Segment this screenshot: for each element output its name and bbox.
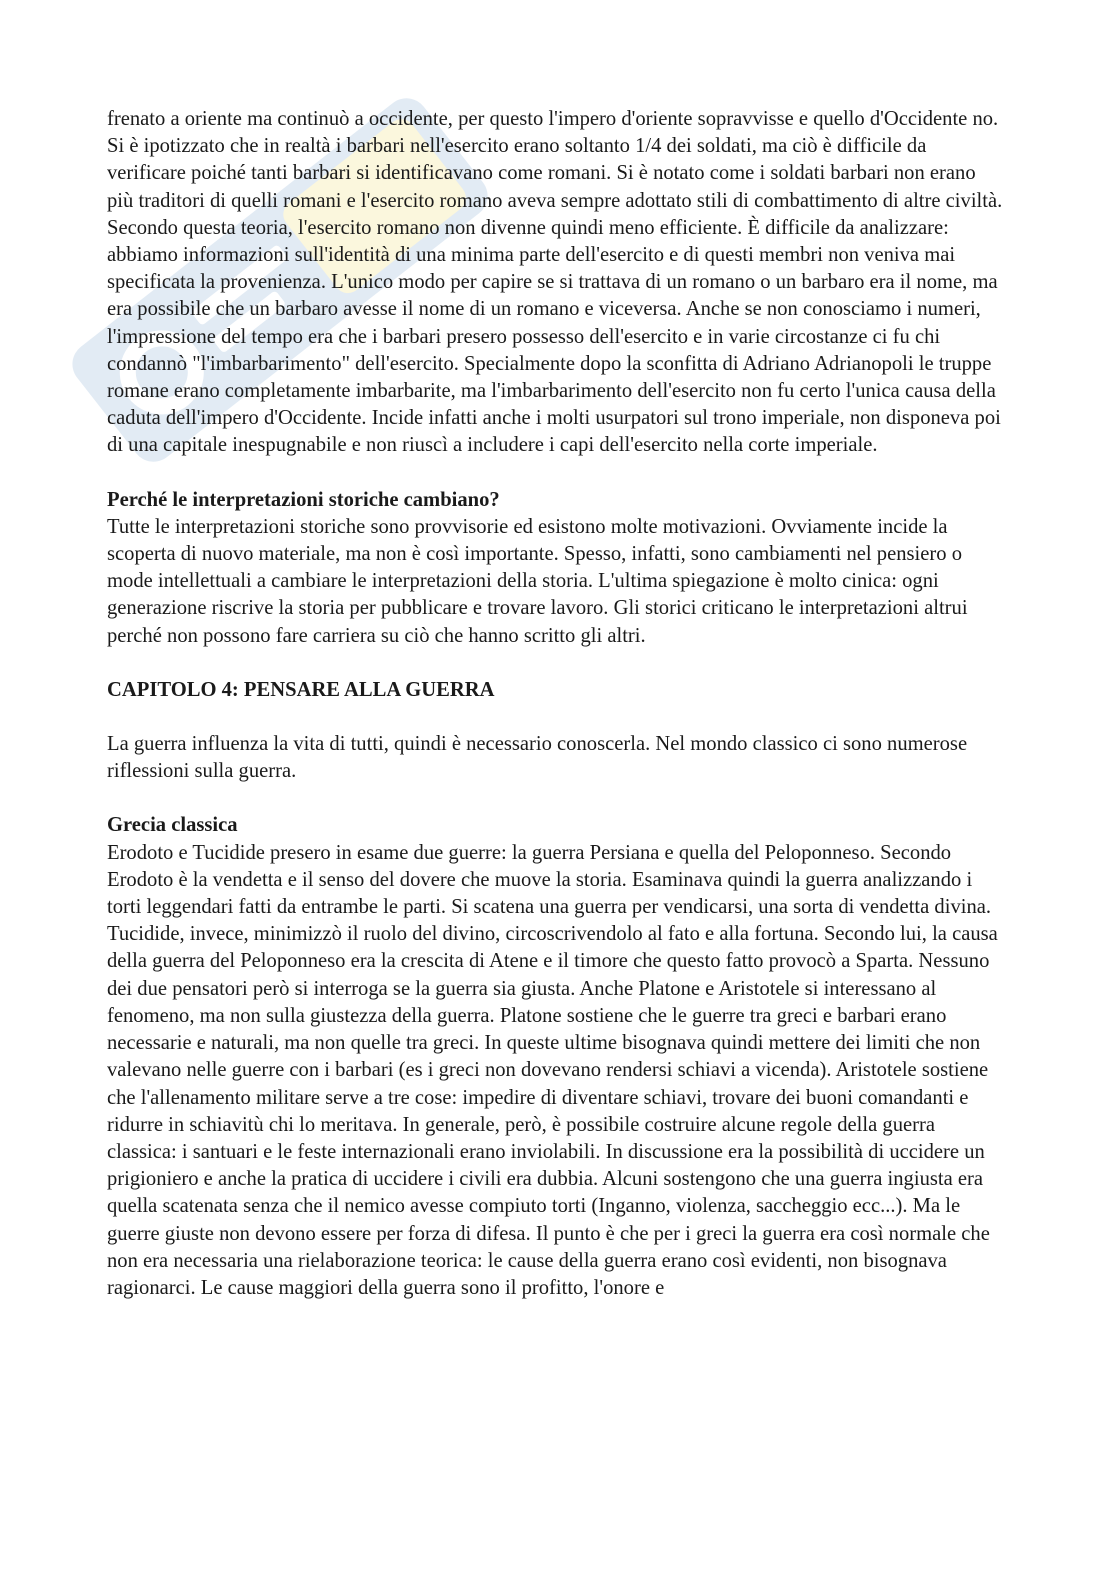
document-page <box>107 106 1007 1302</box>
chapter-title: CAPITOLO 4: PENSARE ALLA GUERRA <box>107 678 495 701</box>
paragraph-chapter-intro: La guerra influenza la vita di tutti, quindi è necessario conoscerla. Nel mondo classico ci sono numerose riflessioni sulla guerra. <box>107 733 968 783</box>
paragraph-interpretations: Tutte le interpretazioni storiche sono provvisorie ed esistono molte motivazioni. Ovviamente incide la scoperta di nuovo materiale, ma non è così importante. Spesso, infatti, sono cambiamenti nel pensiero o mode intellettuali a cambiare le interpretazioni della storia. L'ultima spiegazione è molto cinica: ogni generazione riscrive la storia per pubblicare e trovare lavoro. Gli storici criticano le interpretazioni altrui perché non possono fare carriera su ciò che hanno scritto gli altri. <box>107 515 968 647</box>
section-heading-classical-greece: Grecia classica <box>107 814 238 837</box>
paragraph-classical-greece: Erodoto e Tucidide presero in esame due guerre: la guerra Persiana e quella del Peloponneso. Secondo Erodoto è la vendetta e il senso del dovere che muove la storia. Esaminava quindi la guerra analizzando i torti leggendari fatti da entrambe le parti. Si scatena una guerra per vendicarsi, una sorta di vendetta divina. Tucidide, invece, minimizzò il ruolo del divino, circoscrivendolo al fato e alla fortuna. Secondo lui, la causa della guerra del Peloponneso era la crescita di Atene e il timore che questo fatto provocò a Sparta. Nessuno dei due pensatori però si interroga se la guerra sia giusta. Anche Platone e Aristotele si interessano al fenomeno, ma non sulla giustezza della guerra. Platone sostiene che le guerre tra greci e barbari erano necessarie e naturali, ma non quelle tra greci. In queste ultime bisognava quindi mettere dei limiti che non valevano nelle guerre con i barbari (es i greci non dovevano rendersi schiavi a vicenda). Aristotele sostiene che l'allenamento militare serve a tre cose: impedire di diventare schiavi, trovare dei buoni comandanti e ridurre in schiavitù chi lo meritava. In generale, però, è possibile costruire alcune regole della guerra classica: i santuari e le feste internazionali erano inviolabili. In discussione era la possibilità di uccidere un prigioniero e anche la pratica di uccidere i civili era dubbia. Alcuni sostengono che una guerra ingiusta era quella scatenata senza che il nemico avesse compiuto torti (Inganno, violenza, saccheggio ecc...). Ma le guerre giuste non devono essere per forza di difesa. Il punto è che per i greci la guerra era così normale che non era necessaria una rielaborazione teorica: le cause della guerra erano così evidenti, non bisognava ragionarci. Le cause maggiori della guerra sono il profitto, l'onore e <box>107 841 998 1299</box>
paragraph-barbarians-army: frenato a oriente ma continuò a occidente, per questo l'impero d'oriente sopravvisse e quello d'Occidente no. Si è ipotizzato che in realtà i barbari nell'esercito erano soltanto 1/4 dei soldati, ma ciò è difficile da verificare poiché tanti barbari si identificavano come romani. Si è notato come i soldati barbari non erano più traditori di quelli romani e l'esercito romano aveva sempre adottato stili di combattimento di altre civiltà. Secondo questa teoria, l'esercito romano non divenne quindi meno efficiente. È difficile da analizzare: abbiamo informazioni sull'identità di una minima parte dell'esercito e di questi membri non veniva mai specificata la provenienza. L'unico modo per capire se si trattava di un romano o un barbaro era il nome, ma era possibile che un barbaro avesse il nome di un romano e viceversa. Anche se non conosciamo i numeri, l'impressione del tempo era che i barbari presero possesso dell'esercito e in varie circostanze ci fu chi condannò "l'imbarbarimento" dell'esercito. Specialmente dopo la sconfitta di Adriano Adrianopoli le truppe romane erano completamente imbarbarite, ma l'imbarbarimento dell'esercito non fu certo l'unica causa della caduta dell'impero d'Occidente. Incide infatti anche i molti usurpatori sul trono imperiale, non disponeva poi di una capitale inespugnabile e non riuscì a includere i capi dell'esercito nella corte imperiale. <box>107 108 1003 457</box>
section-heading-interpretations: Perché le interpretazioni storiche cambiano? <box>107 488 500 511</box>
